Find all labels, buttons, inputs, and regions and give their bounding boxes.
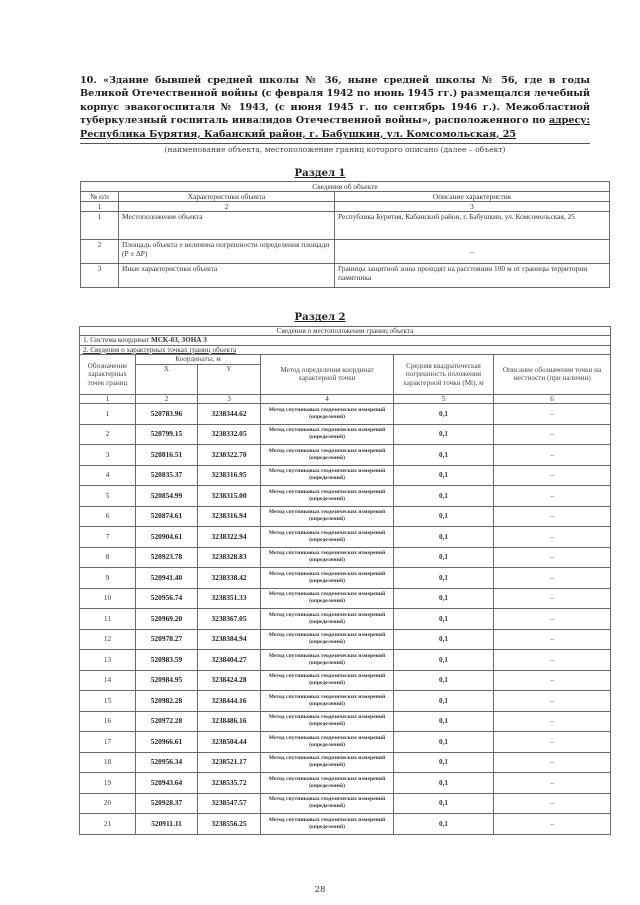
row-number: 1 [81, 212, 119, 240]
table-row [80, 506, 611, 527]
method-cell: Метод спутниковых геодезических измерений (определений) [261, 588, 394, 609]
method-cell: Метод спутниковых геодезических измерений (определений) [261, 547, 394, 568]
accuracy-cell: 0,1 [394, 609, 494, 630]
object-info-table-title: Сведения об объекте [81, 182, 610, 192]
boundary-points-table [79, 326, 611, 835]
table-row [80, 629, 611, 650]
accuracy-cell: 0,1 [394, 793, 494, 814]
point-number: 19 [80, 773, 136, 794]
method-cell: Метод спутниковых геодезических измерений (определений) [261, 650, 394, 671]
point-number: 15 [80, 691, 136, 712]
table-row [80, 793, 611, 814]
y-coordinate: 3238351.33 [198, 588, 261, 609]
method-cell: Метод спутниковых геодезических измерений (определений) [261, 670, 394, 691]
method-cell: Метод спутниковых геодезических измерений (определений) [261, 445, 394, 466]
accuracy-cell: 0,1 [394, 814, 494, 835]
section-1-title: Раздел 1 [294, 168, 346, 179]
method-cell: Метод спутниковых геодезических измерений (определений) [261, 527, 394, 548]
coordinates-header: Координаты, м [136, 355, 261, 364]
accuracy-cell: 0,1 [394, 506, 494, 527]
method-cell: Метод спутниковых геодезических измерений (определений) [261, 629, 394, 650]
x-coordinate: 520956.34 [136, 752, 198, 773]
point-designation-header: Обозначение характерных точек границ [80, 355, 136, 394]
accuracy-cell: 0,1 [394, 527, 494, 548]
x-header: X [136, 364, 198, 394]
column-number: 5 [394, 394, 494, 403]
point-number: 12 [80, 629, 136, 650]
accuracy-cell: 0,1 [394, 670, 494, 691]
point-number: 17 [80, 732, 136, 753]
y-coordinate: 3238315.00 [198, 486, 261, 507]
point-number: 20 [80, 793, 136, 814]
characteristic: Местоположение объекта [119, 212, 335, 240]
x-coordinate: 520943.64 [136, 773, 198, 794]
point-number: 16 [80, 711, 136, 732]
table-row [80, 486, 611, 507]
section-2-title: Раздел 2 [294, 312, 346, 323]
y-coordinate: 3238404.27 [198, 650, 261, 671]
row-number: 3 [81, 264, 119, 288]
x-coordinate: 520854.99 [136, 486, 198, 507]
heading-caption: (наименование объекта, местоположение границ которого описано (далее – объект) [80, 143, 590, 154]
x-coordinate: 520783.96 [136, 404, 198, 425]
y-coordinate: 3238316.94 [198, 506, 261, 527]
table-row [80, 752, 611, 773]
point-number: 7 [80, 527, 136, 548]
object-address: адресу: Республика Бурятия, Кабанский район, г. Бабушкин, ул. Комсомольская, 25 [80, 115, 590, 140]
accuracy-cell: 0,1 [394, 424, 494, 445]
characteristic-description: – [335, 240, 610, 264]
object-info-header-row [81, 192, 610, 202]
accuracy-cell: 0,1 [394, 445, 494, 466]
point-number: 18 [80, 752, 136, 773]
column-number: 1 [81, 202, 119, 212]
x-coordinate: 520923.78 [136, 547, 198, 568]
column-header: Описание характеристик [335, 192, 610, 202]
y-coordinate: 3238322.70 [198, 445, 261, 466]
accuracy-cell: 0,1 [394, 752, 494, 773]
x-coordinate: 520984.95 [136, 670, 198, 691]
description-cell: – [494, 711, 611, 732]
description-cell: – [494, 650, 611, 671]
characteristic-description: Республика Бурятия, Кабанский район, г. Бабушкин, ул. Комсомольская, 25 [335, 212, 610, 240]
x-coordinate: 520972.28 [136, 711, 198, 732]
point-number: 21 [80, 814, 136, 835]
y-coordinate: 3238535.72 [198, 773, 261, 794]
accuracy-cell: 0,1 [394, 547, 494, 568]
table-row [80, 670, 611, 691]
method-cell: Метод спутниковых геодезических измерений (определений) [261, 773, 394, 794]
column-number-row [80, 394, 611, 403]
column-number: 6 [494, 394, 611, 403]
point-number: 1 [80, 404, 136, 425]
x-coordinate: 520928.37 [136, 793, 198, 814]
description-cell: – [494, 629, 611, 650]
y-coordinate: 3238486.16 [198, 711, 261, 732]
point-number: 4 [80, 465, 136, 486]
x-coordinate: 520904.61 [136, 527, 198, 548]
y-coordinate: 3238444.16 [198, 691, 261, 712]
object-heading [80, 74, 590, 141]
x-coordinate: 520966.61 [136, 732, 198, 753]
y-coordinate: 3238504.44 [198, 732, 261, 753]
method-cell: Метод спутниковых геодезических измерений (определений) [261, 404, 394, 425]
table-row [80, 814, 611, 835]
column-header: Характеристики объекта [119, 192, 335, 202]
description-cell: – [494, 588, 611, 609]
description-cell: – [494, 732, 611, 753]
method-header: Метод определения координат характерной точки [261, 355, 394, 394]
description-cell: – [494, 752, 611, 773]
method-cell: Метод спутниковых геодезических измерений (определений) [261, 793, 394, 814]
boundary-table-title: Сведения о местоположении границ объекта [80, 327, 611, 336]
accuracy-cell: 0,1 [394, 711, 494, 732]
x-coordinate: 520956.74 [136, 588, 198, 609]
table-row [81, 212, 610, 240]
point-number: 3 [80, 445, 136, 466]
y-coordinate: 3238367.05 [198, 609, 261, 630]
method-cell: Метод спутниковых геодезических измерений (определений) [261, 424, 394, 445]
point-number: 8 [80, 547, 136, 568]
table-row [80, 711, 611, 732]
method-cell: Метод спутниковых геодезических измерений (определений) [261, 568, 394, 589]
y-coordinate: 3238344.62 [198, 404, 261, 425]
point-number: 11 [80, 609, 136, 630]
table-row [80, 691, 611, 712]
object-info-table [80, 181, 610, 288]
description-cell: – [494, 527, 611, 548]
column-number: 3 [335, 202, 610, 212]
y-coordinate: 3238338.42 [198, 568, 261, 589]
x-coordinate: 520911.11 [136, 814, 198, 835]
column-number: 2 [136, 394, 198, 403]
method-cell: Метод спутниковых геодезических измерений (определений) [261, 465, 394, 486]
accuracy-cell: 0,1 [394, 650, 494, 671]
x-coordinate: 520978.27 [136, 629, 198, 650]
table-row [80, 568, 611, 589]
accuracy-cell: 0,1 [394, 465, 494, 486]
description-cell: – [494, 568, 611, 589]
description-cell: – [494, 793, 611, 814]
column-header: № п/п [81, 192, 119, 202]
method-cell: Метод спутниковых геодезических измерений (определений) [261, 752, 394, 773]
accuracy-cell: 0,1 [394, 588, 494, 609]
x-coordinate: 520982.28 [136, 691, 198, 712]
table-row [80, 732, 611, 753]
description-cell: – [494, 773, 611, 794]
x-coordinate: 520941.40 [136, 568, 198, 589]
boundary-points-body [80, 404, 611, 835]
y-header: Y [198, 364, 261, 394]
table-row [80, 465, 611, 486]
description-cell: – [494, 814, 611, 835]
y-coordinate: 3238547.57 [198, 793, 261, 814]
row-number: 2 [81, 240, 119, 264]
description-cell: – [494, 465, 611, 486]
x-coordinate: 520835.37 [136, 465, 198, 486]
method-cell: Метод спутниковых геодезических измерений (определений) [261, 506, 394, 527]
characteristic: Иные характеристики объекта [119, 264, 335, 288]
y-coordinate: 3238328.83 [198, 547, 261, 568]
y-coordinate: 3238332.05 [198, 424, 261, 445]
point-number: 6 [80, 506, 136, 527]
y-coordinate: 3238316.95 [198, 465, 261, 486]
table-row [80, 588, 611, 609]
description-cell: – [494, 445, 611, 466]
y-coordinate: 3238384.94 [198, 629, 261, 650]
method-cell: Метод спутниковых геодезических измерений (определений) [261, 814, 394, 835]
column-number: 2 [119, 202, 335, 212]
method-cell: Метод спутниковых геодезических измерений (определений) [261, 691, 394, 712]
characteristic: Площадь объекта ± величина погрешности определения площади (P ± ΔP) [119, 240, 335, 264]
method-cell: Метод спутниковых геодезических измерений (определений) [261, 732, 394, 753]
point-number: 5 [80, 486, 136, 507]
point-number: 2 [80, 424, 136, 445]
accuracy-cell: 0,1 [394, 568, 494, 589]
y-coordinate: 3238556.25 [198, 814, 261, 835]
y-coordinate: 3238322.94 [198, 527, 261, 548]
table-row [80, 773, 611, 794]
description-cell: – [494, 609, 611, 630]
table-row [81, 240, 610, 264]
coordinate-system [80, 336, 611, 345]
x-coordinate: 520799.15 [136, 424, 198, 445]
method-cell: Метод спутниковых геодезических измерений (определений) [261, 486, 394, 507]
x-coordinate: 520969.20 [136, 609, 198, 630]
coordinate-system-value: МСК-03, ЗОНА 3 [150, 336, 207, 345]
description-cell: – [494, 506, 611, 527]
y-coordinate: 3238424.28 [198, 670, 261, 691]
table-row [80, 609, 611, 630]
accuracy-cell: 0,1 [394, 773, 494, 794]
table-row [81, 264, 610, 288]
method-cell: Метод спутниковых геодезических измерений (определений) [261, 609, 394, 630]
point-number: 13 [80, 650, 136, 671]
x-coordinate: 520983.59 [136, 650, 198, 671]
accuracy-cell: 0,1 [394, 732, 494, 753]
description-cell: – [494, 486, 611, 507]
coordinate-system-label: 1. Система координат [83, 336, 151, 345]
table-row [80, 404, 611, 425]
table-row [80, 547, 611, 568]
point-number: 14 [80, 670, 136, 691]
accuracy-header: Средняя квадратическая погрешность положения характерной точки (Mt), м [394, 355, 494, 394]
table-row [80, 527, 611, 548]
column-number-row [81, 202, 610, 212]
accuracy-cell: 0,1 [394, 629, 494, 650]
column-number: 4 [261, 394, 394, 403]
table-row [80, 424, 611, 445]
column-number: 3 [198, 394, 261, 403]
accuracy-cell: 0,1 [394, 691, 494, 712]
table-row [80, 445, 611, 466]
points-section-title: 2. Сведения о характерных точках границ объекта [80, 345, 611, 354]
table-row [80, 650, 611, 671]
description-cell: – [494, 670, 611, 691]
description-cell: – [494, 404, 611, 425]
accuracy-cell: 0,1 [394, 486, 494, 507]
accuracy-cell: 0,1 [394, 404, 494, 425]
characteristic-description: Границы защитной зоны проходят на расстоянии 100 м от границы территории памятника [335, 264, 610, 288]
point-number: 10 [80, 588, 136, 609]
description-cell: – [494, 424, 611, 445]
column-number: 1 [80, 394, 136, 403]
description-cell: – [494, 691, 611, 712]
x-coordinate: 520874.61 [136, 506, 198, 527]
point-number: 9 [80, 568, 136, 589]
method-cell: Метод спутниковых геодезических измерений (определений) [261, 711, 394, 732]
description-cell: – [494, 547, 611, 568]
object-heading-main: 10. «Здание бывшей средней школы № 36, ныне средней школы № 56, где в годы Великой Отечественной войны (с февраля 1942 по июнь 1945 гг.) размещался лечебный корпус эвакогоспиталя № 1943, (с июня 1945 г. по сентябрь 1946 г.). Межобластной туберкулезный госпиталь инвалидов Отечественной войны», расположенного по [80, 75, 590, 127]
y-coordinate: 3238521.17 [198, 752, 261, 773]
page-number: 28 [314, 885, 326, 895]
description-header: Описание обозначения точки на местности (при наличии) [494, 355, 611, 394]
x-coordinate: 520816.51 [136, 445, 198, 466]
